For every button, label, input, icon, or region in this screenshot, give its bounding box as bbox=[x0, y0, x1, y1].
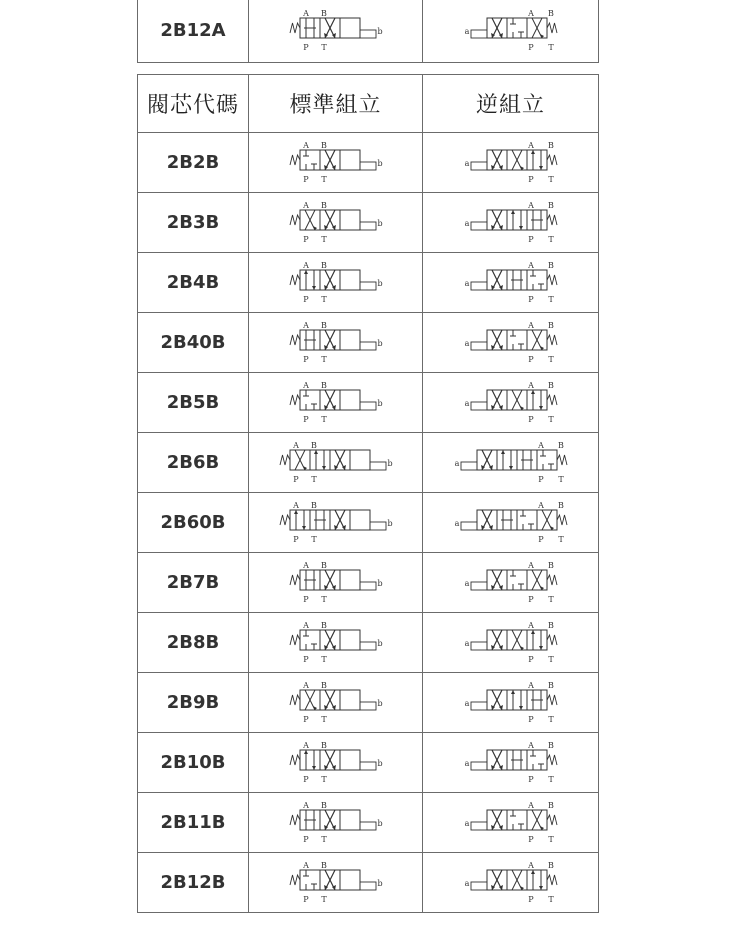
port-p-label: P bbox=[302, 594, 309, 604]
spool-code-cell: 2B5B bbox=[138, 373, 249, 433]
table-row bbox=[138, 433, 599, 493]
port-a-label: A bbox=[302, 140, 309, 150]
port-p-label: P bbox=[527, 594, 534, 604]
solenoid-a-label: a bbox=[464, 278, 469, 288]
table-row bbox=[138, 0, 599, 63]
reverse-valve-symbol bbox=[451, 380, 571, 426]
port-p-label: P bbox=[292, 534, 299, 544]
port-b-label: B bbox=[547, 200, 554, 210]
port-p-label: P bbox=[527, 234, 534, 244]
standard-valve-symbol bbox=[276, 740, 396, 786]
port-a-label: A bbox=[302, 860, 309, 870]
standard-valve-symbol bbox=[276, 680, 396, 726]
standard-assembly-symbol bbox=[249, 853, 423, 913]
solenoid-b-label: b bbox=[376, 218, 383, 228]
solenoid-a-label: a bbox=[464, 878, 469, 888]
port-t-label: T bbox=[320, 414, 327, 424]
standard-assembly-symbol bbox=[249, 493, 423, 553]
reverse-valve-symbol bbox=[441, 500, 581, 546]
solenoid-a-label: a bbox=[464, 638, 469, 648]
port-a-label: A bbox=[302, 320, 309, 330]
solenoid-a-label: a bbox=[464, 26, 469, 36]
solenoid-a-label: a bbox=[464, 818, 469, 828]
port-t-label: T bbox=[547, 234, 554, 244]
port-t-label: T bbox=[320, 714, 327, 724]
reverse-valve-symbol bbox=[451, 140, 571, 186]
port-t-label: T bbox=[547, 42, 554, 52]
port-a-label: A bbox=[292, 440, 299, 450]
solenoid-b-label: b bbox=[376, 26, 383, 36]
port-b-label: B bbox=[320, 320, 327, 330]
standard-valve-symbol bbox=[266, 440, 406, 486]
port-a-label: A bbox=[527, 560, 534, 570]
port-p-label: P bbox=[527, 654, 534, 664]
reverse-assembly-symbol bbox=[423, 553, 599, 613]
reverse-valve-symbol bbox=[451, 560, 571, 606]
port-a-label: A bbox=[292, 500, 299, 510]
standard-valve-symbol bbox=[276, 320, 396, 366]
spool-code-cell: 2B4B bbox=[138, 253, 249, 313]
port-p-label: P bbox=[302, 714, 309, 724]
port-a-label: A bbox=[302, 620, 309, 630]
reverse-assembly-symbol bbox=[423, 793, 599, 853]
port-p-label: P bbox=[527, 414, 534, 424]
port-t-label: T bbox=[320, 354, 327, 364]
port-b-label: B bbox=[310, 440, 317, 450]
spool-code-cell: 2B12A bbox=[138, 0, 249, 63]
header-standard-assembly: 標準組立 bbox=[249, 75, 423, 133]
port-b-label: B bbox=[547, 800, 554, 810]
port-b-label: B bbox=[320, 620, 327, 630]
spool-code-table bbox=[137, 74, 599, 913]
port-a-label: A bbox=[537, 500, 544, 510]
port-t-label: T bbox=[320, 234, 327, 244]
port-t-label: T bbox=[320, 294, 327, 304]
port-p-label: P bbox=[292, 474, 299, 484]
port-p-label: P bbox=[302, 174, 309, 184]
port-t-label: T bbox=[320, 834, 327, 844]
port-p-label: P bbox=[302, 42, 309, 52]
port-p-label: P bbox=[537, 534, 544, 544]
solenoid-a-label: a bbox=[464, 578, 469, 588]
reverse-assembly-symbol bbox=[423, 0, 599, 63]
table-row bbox=[138, 193, 599, 253]
port-a-label: A bbox=[527, 140, 534, 150]
table-row bbox=[138, 133, 599, 193]
port-a-label: A bbox=[302, 800, 309, 810]
solenoid-a-label: a bbox=[454, 458, 459, 468]
reverse-valve-symbol bbox=[451, 620, 571, 666]
header-reverse-assembly: 逆組立 bbox=[423, 75, 599, 133]
table-row bbox=[138, 853, 599, 913]
reverse-valve-symbol bbox=[451, 260, 571, 306]
solenoid-b-label: b bbox=[376, 578, 383, 588]
table-row bbox=[138, 493, 599, 553]
table-row bbox=[138, 313, 599, 373]
reverse-valve-symbol bbox=[451, 320, 571, 366]
reverse-valve-symbol bbox=[451, 740, 571, 786]
standard-valve-symbol bbox=[276, 800, 396, 846]
solenoid-b-label: b bbox=[376, 878, 383, 888]
port-b-label: B bbox=[547, 560, 554, 570]
port-t-label: T bbox=[547, 174, 554, 184]
solenoid-a-label: a bbox=[464, 158, 469, 168]
standard-valve-symbol bbox=[266, 500, 406, 546]
spool-code-cell: 2B2B bbox=[138, 133, 249, 193]
port-b-label: B bbox=[320, 200, 327, 210]
port-a-label: A bbox=[527, 320, 534, 330]
port-t-label: T bbox=[310, 534, 317, 544]
reverse-valve-symbol bbox=[451, 800, 571, 846]
port-p-label: P bbox=[527, 894, 534, 904]
standard-assembly-symbol bbox=[249, 733, 423, 793]
port-b-label: B bbox=[547, 380, 554, 390]
port-b-label: B bbox=[547, 620, 554, 630]
port-t-label: T bbox=[320, 42, 327, 52]
solenoid-b-label: b bbox=[386, 458, 393, 468]
solenoid-a-label: a bbox=[454, 518, 459, 528]
port-p-label: P bbox=[527, 774, 534, 784]
table-row bbox=[138, 733, 599, 793]
port-a-label: A bbox=[527, 800, 534, 810]
reverse-valve-symbol bbox=[451, 8, 571, 54]
port-t-label: T bbox=[547, 834, 554, 844]
table-row bbox=[138, 553, 599, 613]
top-partial-table bbox=[137, 0, 599, 63]
standard-assembly-symbol bbox=[249, 793, 423, 853]
port-t-label: T bbox=[320, 594, 327, 604]
port-p-label: P bbox=[527, 174, 534, 184]
port-a-label: A bbox=[527, 860, 534, 870]
reverse-assembly-symbol bbox=[423, 313, 599, 373]
port-a-label: A bbox=[527, 200, 534, 210]
standard-assembly-symbol bbox=[249, 673, 423, 733]
port-b-label: B bbox=[547, 140, 554, 150]
reverse-valve-symbol bbox=[441, 440, 581, 486]
port-t-label: T bbox=[557, 534, 564, 544]
port-t-label: T bbox=[547, 654, 554, 664]
port-a-label: A bbox=[302, 260, 309, 270]
port-b-label: B bbox=[320, 560, 327, 570]
port-p-label: P bbox=[302, 834, 309, 844]
solenoid-b-label: b bbox=[376, 398, 383, 408]
port-b-label: B bbox=[320, 140, 327, 150]
reverse-valve-symbol bbox=[451, 860, 571, 906]
solenoid-b-label: b bbox=[376, 158, 383, 168]
port-b-label: B bbox=[547, 260, 554, 270]
standard-assembly-symbol bbox=[249, 253, 423, 313]
solenoid-a-label: a bbox=[464, 398, 469, 408]
solenoid-a-label: a bbox=[464, 338, 469, 348]
solenoid-b-label: b bbox=[386, 518, 393, 528]
port-b-label: B bbox=[320, 260, 327, 270]
solenoid-b-label: b bbox=[376, 278, 383, 288]
reverse-assembly-symbol bbox=[423, 433, 599, 493]
port-b-label: B bbox=[320, 680, 327, 690]
reverse-assembly-symbol bbox=[423, 613, 599, 673]
port-t-label: T bbox=[547, 354, 554, 364]
spool-code-cell: 2B40B bbox=[138, 313, 249, 373]
solenoid-b-label: b bbox=[376, 338, 383, 348]
standard-assembly-symbol bbox=[249, 433, 423, 493]
port-p-label: P bbox=[527, 42, 534, 52]
standard-assembly-symbol bbox=[249, 193, 423, 253]
standard-valve-symbol bbox=[276, 560, 396, 606]
port-a-label: A bbox=[527, 8, 534, 18]
port-a-label: A bbox=[527, 740, 534, 750]
reverse-valve-symbol bbox=[451, 680, 571, 726]
port-b-label: B bbox=[557, 440, 564, 450]
standard-valve-symbol bbox=[276, 260, 396, 306]
table-row bbox=[138, 253, 599, 313]
port-b-label: B bbox=[320, 860, 327, 870]
spool-code-cell: 2B60B bbox=[138, 493, 249, 553]
port-p-label: P bbox=[302, 414, 309, 424]
spool-code-cell: 2B7B bbox=[138, 553, 249, 613]
port-t-label: T bbox=[547, 894, 554, 904]
port-a-label: A bbox=[527, 260, 534, 270]
reverse-assembly-symbol bbox=[423, 853, 599, 913]
port-a-label: A bbox=[302, 680, 309, 690]
solenoid-a-label: a bbox=[464, 218, 469, 228]
table-row bbox=[138, 673, 599, 733]
port-t-label: T bbox=[320, 174, 327, 184]
port-b-label: B bbox=[557, 500, 564, 510]
header-spool-code: 閥芯代碼 bbox=[138, 75, 249, 133]
port-p-label: P bbox=[302, 894, 309, 904]
port-t-label: T bbox=[320, 654, 327, 664]
port-a-label: A bbox=[302, 740, 309, 750]
solenoid-b-label: b bbox=[376, 818, 383, 828]
reverse-assembly-symbol bbox=[423, 253, 599, 313]
standard-assembly-symbol bbox=[249, 0, 423, 63]
spool-code-cell: 2B9B bbox=[138, 673, 249, 733]
port-b-label: B bbox=[320, 380, 327, 390]
spool-code-cell: 2B6B bbox=[138, 433, 249, 493]
port-t-label: T bbox=[547, 774, 554, 784]
port-b-label: B bbox=[320, 740, 327, 750]
port-a-label: A bbox=[302, 8, 309, 18]
table-header-row bbox=[138, 75, 599, 133]
reverse-assembly-symbol bbox=[423, 133, 599, 193]
standard-valve-symbol bbox=[276, 200, 396, 246]
port-t-label: T bbox=[310, 474, 317, 484]
spool-code-cell: 2B3B bbox=[138, 193, 249, 253]
port-a-label: A bbox=[302, 560, 309, 570]
port-a-label: A bbox=[537, 440, 544, 450]
port-a-label: A bbox=[527, 380, 534, 390]
port-p-label: P bbox=[527, 834, 534, 844]
port-p-label: P bbox=[537, 474, 544, 484]
port-b-label: B bbox=[320, 8, 327, 18]
standard-assembly-symbol bbox=[249, 553, 423, 613]
standard-valve-symbol bbox=[276, 140, 396, 186]
port-a-label: A bbox=[302, 380, 309, 390]
solenoid-b-label: b bbox=[376, 638, 383, 648]
port-p-label: P bbox=[302, 654, 309, 664]
spool-code-cell: 2B11B bbox=[138, 793, 249, 853]
port-b-label: B bbox=[547, 8, 554, 18]
port-a-label: A bbox=[302, 200, 309, 210]
port-p-label: P bbox=[302, 774, 309, 784]
standard-valve-symbol bbox=[276, 380, 396, 426]
port-a-label: A bbox=[527, 680, 534, 690]
port-b-label: B bbox=[547, 740, 554, 750]
port-p-label: P bbox=[302, 354, 309, 364]
table-body bbox=[138, 133, 599, 913]
port-t-label: T bbox=[547, 414, 554, 424]
reverse-assembly-symbol bbox=[423, 733, 599, 793]
port-b-label: B bbox=[320, 800, 327, 810]
table-row bbox=[138, 373, 599, 433]
spool-code-cell: 2B12B bbox=[138, 853, 249, 913]
standard-assembly-symbol bbox=[249, 373, 423, 433]
solenoid-b-label: b bbox=[376, 698, 383, 708]
port-t-label: T bbox=[320, 894, 327, 904]
port-t-label: T bbox=[547, 714, 554, 724]
spool-code-cell: 2B10B bbox=[138, 733, 249, 793]
port-t-label: T bbox=[547, 594, 554, 604]
reverse-assembly-symbol bbox=[423, 493, 599, 553]
reverse-assembly-symbol bbox=[423, 673, 599, 733]
spool-code-cell: 2B8B bbox=[138, 613, 249, 673]
port-b-label: B bbox=[310, 500, 317, 510]
port-b-label: B bbox=[547, 320, 554, 330]
standard-valve-symbol bbox=[276, 8, 396, 54]
port-b-label: B bbox=[547, 860, 554, 870]
standard-assembly-symbol bbox=[249, 313, 423, 373]
solenoid-a-label: a bbox=[464, 698, 469, 708]
standard-valve-symbol bbox=[276, 860, 396, 906]
standard-assembly-symbol bbox=[249, 613, 423, 673]
reverse-assembly-symbol bbox=[423, 373, 599, 433]
table-row bbox=[138, 793, 599, 853]
port-p-label: P bbox=[302, 294, 309, 304]
port-p-label: P bbox=[302, 234, 309, 244]
reverse-assembly-symbol bbox=[423, 193, 599, 253]
table-row bbox=[138, 613, 599, 673]
port-a-label: A bbox=[527, 620, 534, 630]
port-t-label: T bbox=[320, 774, 327, 784]
port-p-label: P bbox=[527, 354, 534, 364]
port-p-label: P bbox=[527, 294, 534, 304]
port-t-label: T bbox=[547, 294, 554, 304]
standard-valve-symbol bbox=[276, 620, 396, 666]
solenoid-a-label: a bbox=[464, 758, 469, 768]
port-p-label: P bbox=[527, 714, 534, 724]
port-t-label: T bbox=[557, 474, 564, 484]
solenoid-b-label: b bbox=[376, 758, 383, 768]
reverse-valve-symbol bbox=[451, 200, 571, 246]
standard-assembly-symbol bbox=[249, 133, 423, 193]
port-b-label: B bbox=[547, 680, 554, 690]
